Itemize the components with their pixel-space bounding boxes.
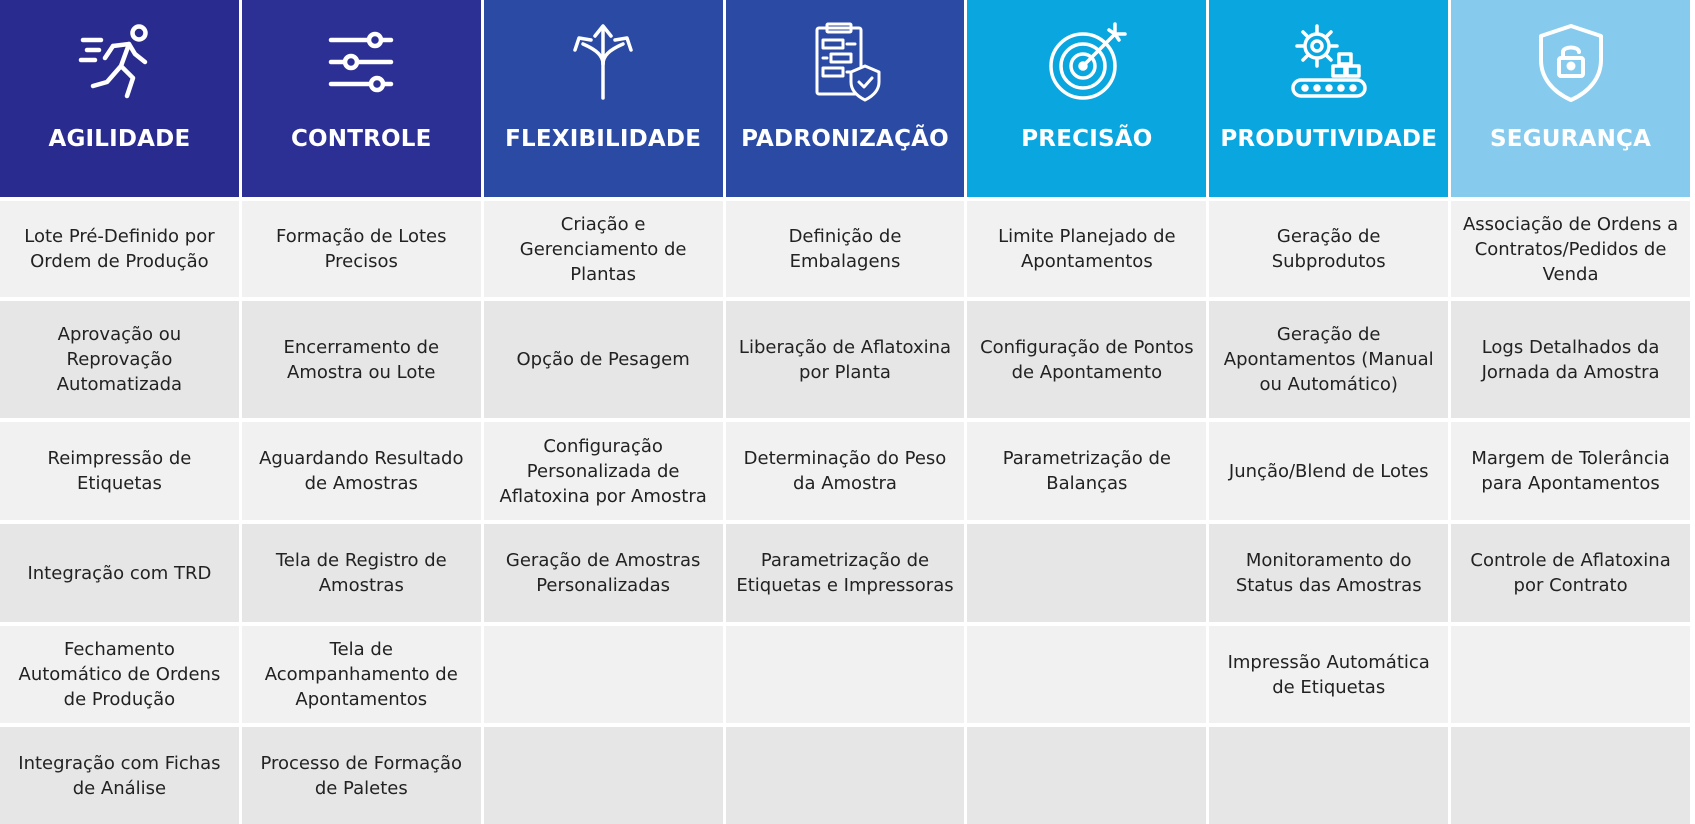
feature-cell: Junção/Blend de Lotes xyxy=(1209,422,1448,520)
feature-cell: Tela de Acompanhamento de Apontamentos xyxy=(242,626,481,723)
feature-cell: Configuração Personalizada de Aflatoxina por Amostra xyxy=(484,422,723,520)
feature-cell: Criação e Gerenciamento de Plantas xyxy=(484,201,723,297)
feature-cell: Margem de Tolerância para Apontamentos xyxy=(1451,422,1690,520)
feature-cell xyxy=(484,727,723,824)
feature-cell xyxy=(1451,727,1690,824)
feature-cell xyxy=(967,626,1206,723)
column-title: SEGURANÇA xyxy=(1490,126,1652,152)
sliders-icon xyxy=(319,20,403,104)
feature-cell xyxy=(1209,727,1448,824)
column-header-agilidade xyxy=(0,0,239,197)
feature-cell xyxy=(967,524,1206,622)
column-header-controle xyxy=(242,0,481,197)
feature-cell: Processo de Formação de Paletes xyxy=(242,727,481,824)
feature-cell: Tela de Registro de Amostras xyxy=(242,524,481,622)
feature-cell: Geração de Apontamentos (Manual ou Automático) xyxy=(1209,301,1448,418)
feature-cell: Definição de Embalagens xyxy=(726,201,965,297)
shield-lock-icon xyxy=(1529,20,1613,104)
column-title: PRODUTIVIDADE xyxy=(1220,126,1438,152)
feature-cell: Aguardando Resultado de Amostras xyxy=(242,422,481,520)
feature-cell: Controle de Aflatoxina por Contrato xyxy=(1451,524,1690,622)
feature-cell: Logs Detalhados da Jornada da Amostra xyxy=(1451,301,1690,418)
feature-cell: Geração de Subprodutos xyxy=(1209,201,1448,297)
column-title: CONTROLE xyxy=(290,126,432,152)
column-title: FLEXIBILIDADE xyxy=(505,126,702,152)
feature-cell: Opção de Pesagem xyxy=(484,301,723,418)
feature-cell: Geração de Amostras Personalizadas xyxy=(484,524,723,622)
feature-cell: Parametrização de Balanças xyxy=(967,422,1206,520)
column-title: AGILIDADE xyxy=(48,126,191,152)
feature-cell: Reimpressão de Etiquetas xyxy=(0,422,239,520)
feature-cell: Determinação do Peso da Amostra xyxy=(726,422,965,520)
column-title: PADRONIZAÇÃO xyxy=(741,126,949,152)
feature-cell: Monitoramento do Status das Amostras xyxy=(1209,524,1448,622)
feature-cell xyxy=(484,626,723,723)
feature-cell: Formação de Lotes Precisos xyxy=(242,201,481,297)
feature-cell xyxy=(1451,626,1690,723)
feature-cell: Associação de Ordens a Contratos/Pedidos de Venda xyxy=(1451,201,1690,297)
feature-cell: Aprovação ou Reprovação Automatizada xyxy=(0,301,239,418)
document-shield-icon xyxy=(803,20,887,104)
feature-cell: Integração com Fichas de Análise xyxy=(0,727,239,824)
feature-cell: Limite Planejado de Apontamentos xyxy=(967,201,1206,297)
feature-cell: Impressão Automática de Etiquetas xyxy=(1209,626,1448,723)
feature-cell xyxy=(726,727,965,824)
gear-conveyor-icon xyxy=(1287,20,1371,104)
target-arrow-icon xyxy=(1045,20,1129,104)
feature-cell: Liberação de Aflatoxina por Planta xyxy=(726,301,965,418)
feature-cell: Encerramento de Amostra ou Lote xyxy=(242,301,481,418)
column-header-seguranca xyxy=(1451,0,1690,197)
running-person-icon xyxy=(77,20,161,104)
feature-cell: Parametrização de Etiquetas e Impressoras xyxy=(726,524,965,622)
feature-cell: Integração com TRD xyxy=(0,524,239,622)
feature-cell xyxy=(726,626,965,723)
feature-cell: Configuração de Pontos de Apontamento xyxy=(967,301,1206,418)
feature-cell: Fechamento Automático de Ordens de Produção xyxy=(0,626,239,723)
column-header-produtividade xyxy=(1209,0,1448,197)
feature-cell: Lote Pré-Definido por Ordem de Produção xyxy=(0,201,239,297)
column-header-precisao xyxy=(967,0,1206,197)
column-header-flexibilidade xyxy=(484,0,723,197)
feature-cell xyxy=(967,727,1206,824)
split-arrows-icon xyxy=(561,20,645,104)
column-title: PRECISÃO xyxy=(1021,126,1153,152)
column-header-padronizacao xyxy=(726,0,965,197)
